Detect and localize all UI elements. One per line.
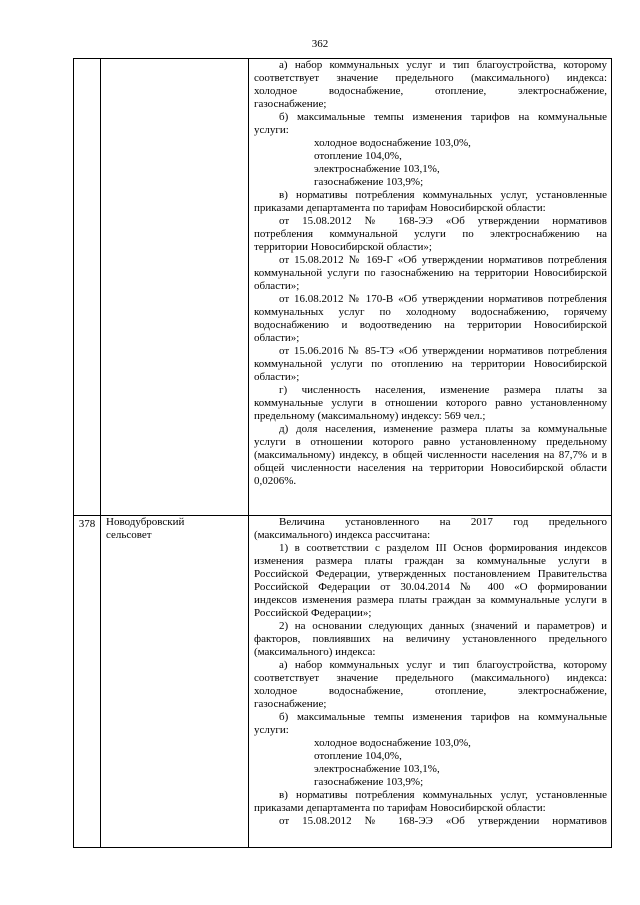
- text-line: в) нормативы потребления коммунальных услуг, установленные: [279, 189, 607, 201]
- text-line: предельному (максимальному) индексу: 569 чел.;: [254, 410, 486, 422]
- municipality-cell: [101, 59, 249, 516]
- text-line: области»;: [254, 371, 300, 383]
- text-line: области»;: [254, 332, 300, 344]
- text-line: приказами департамента по тарифам Новосибирской области:: [254, 802, 546, 814]
- municipality-cell: [101, 516, 249, 848]
- text-line: холодное водоснабжение, отопление, электроснабжение,: [254, 85, 607, 97]
- text-line: в) нормативы потребления коммунальных услуг, установленные: [279, 789, 607, 801]
- description-text: [254, 59, 607, 513]
- text-line: от 15.08.2012 № 168-ЭЭ «Об утверждении нормативов: [279, 815, 607, 827]
- text-line: от 15.08.2012 № 169-Г «Об утверждении нормативов потребления: [279, 254, 607, 266]
- text-line: холодное водоснабжение, отопление, электроснабжение,: [254, 685, 607, 697]
- text-line: соответствует значение предельного (максимального) индекса:: [254, 672, 607, 684]
- text-line: Величина установленного на 2017 год предельного: [279, 516, 607, 528]
- municipality-name: [106, 59, 248, 513]
- text-line: отопление 104,0%,: [314, 150, 402, 162]
- text-line: индексов изменения размера платы граждан за коммунальные услуги в: [254, 594, 607, 606]
- text-line: Российской Федерации от 30.04.2014 № 400 «О формировании: [254, 581, 607, 593]
- text-line: газоснабжение;: [254, 98, 327, 110]
- text-line: д) доля населения, изменение размера платы за коммунальные: [279, 423, 607, 435]
- text-line: Российской Федерации, утвержденных постановлением Правительства: [254, 568, 607, 580]
- text-line: потребления коммунальной услуги по электроснабжению на: [254, 228, 607, 240]
- text-line: (максимального) индекса рассчитана:: [254, 529, 431, 541]
- text-line: услуги:: [254, 124, 289, 136]
- text-line: коммунальных услуг по холодному водоснабжению, горячему: [254, 306, 607, 318]
- text-line: услуги:: [254, 724, 289, 736]
- text-line: б) максимальные темпы изменения тарифов на коммунальные: [279, 711, 607, 723]
- text-line: а) набор коммунальных услуг и тип благоустройства, которому: [279, 659, 607, 671]
- row-number-cell: [74, 59, 101, 516]
- text-line: электроснабжение 103,1%,: [314, 763, 440, 775]
- text-line: газоснабжение;: [254, 698, 327, 710]
- text-line: г) численность населения, изменение размера платы за: [279, 384, 607, 396]
- text-line: б) максимальные темпы изменения тарифов на коммунальные: [279, 111, 607, 123]
- text-line: 1) в соответствии с разделом III Основ формирования индексов: [279, 542, 607, 554]
- page-number: 362: [311, 38, 329, 50]
- text-line: (максимального) индекса:: [254, 646, 376, 658]
- text-line: коммунальной услуги по отоплению на территории Новосибирской: [254, 358, 607, 370]
- municipality-name-line: сельсовет: [106, 529, 152, 541]
- description-text: [254, 516, 607, 845]
- text-line: водоснабжению и водоотведению на территории Новосибирской: [254, 319, 607, 331]
- text-line: от 15.06.2016 № 85-ТЭ «Об утверждении нормативов потребления: [279, 345, 607, 357]
- text-line: 2) на основании следующих данных (значений и параметров) и: [279, 620, 607, 632]
- text-line: холодное водоснабжение 103,0%,: [314, 137, 471, 149]
- row-number-cell: 378: [74, 516, 101, 848]
- text-line: от 15.08.2012 № 168-ЭЭ «Об утверждении нормативов: [279, 215, 607, 227]
- text-line: Российской Федерации»;: [254, 607, 372, 619]
- text-line: территории Новосибирской области»;: [254, 241, 432, 253]
- description-cell: [249, 516, 612, 848]
- text-line: 0,0206%.: [254, 475, 297, 487]
- text-line: газоснабжение 103,9%;: [314, 176, 424, 188]
- text-line: услуги в отношении которого равно установленному предельному: [254, 436, 607, 448]
- text-line: электроснабжение 103,1%,: [314, 163, 440, 175]
- description-cell: [249, 59, 612, 516]
- text-line: отопление 104,0%,: [314, 750, 402, 762]
- text-line: а) набор коммунальных услуг и тип благоустройства, которому: [279, 59, 607, 71]
- text-line: факторов, повлиявших на величину установленного предельного: [254, 633, 607, 645]
- text-line: изменения размера платы граждан за коммунальные услуги в: [254, 555, 607, 567]
- text-line: газоснабжение 103,9%;: [314, 776, 424, 788]
- text-line: области»;: [254, 280, 300, 292]
- tariff-table: [73, 58, 612, 848]
- text-line: коммунальные услуги в отношении которого равно установленному: [254, 397, 607, 409]
- table-row: [74, 516, 612, 848]
- text-line: приказами департамента по тарифам Новосибирской области:: [254, 202, 546, 214]
- table-row: [74, 59, 612, 516]
- municipality-name-line: Новодубровский: [106, 516, 185, 528]
- text-line: соответствует значение предельного (максимального) индекса:: [254, 72, 607, 84]
- municipality-name: [106, 516, 248, 845]
- text-line: общей численности населения на территории Новосибирской области: [254, 462, 607, 474]
- text-line: холодное водоснабжение 103,0%,: [314, 737, 471, 749]
- text-line: коммунальной услуги по газоснабжению на территории Новосибирской: [254, 267, 607, 279]
- text-line: от 16.08.2012 № 170-В «Об утверждении нормативов потребления: [279, 293, 607, 305]
- text-line: (максимальному) индексу, в общей численности населения на 87,7% и в: [254, 449, 607, 461]
